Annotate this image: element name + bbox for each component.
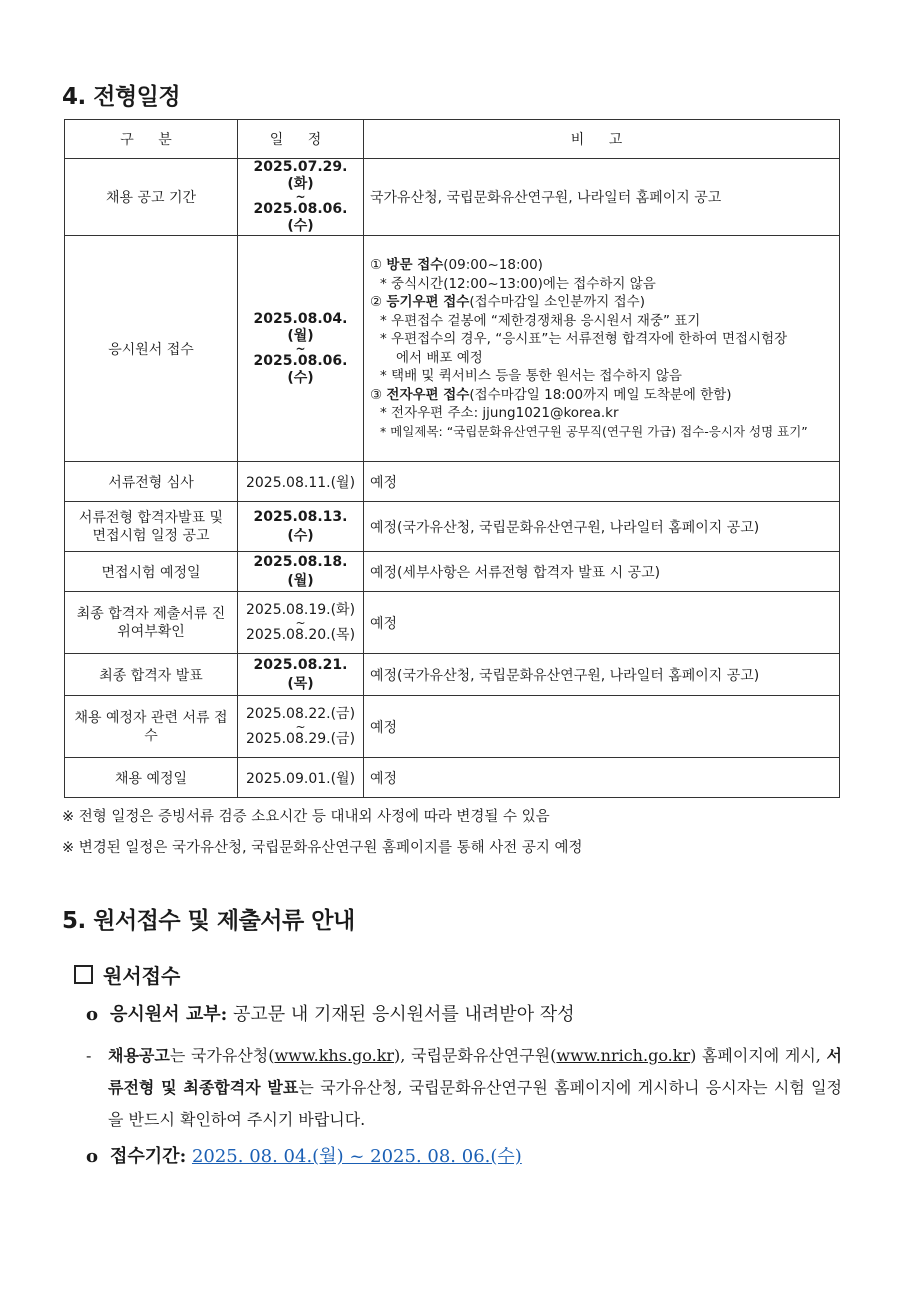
- note-line: 에서 배포 예정: [396, 349, 483, 366]
- table-row: [65, 236, 840, 462]
- row-category: 채용 예정일: [65, 758, 238, 798]
- schedule-table: [64, 119, 840, 798]
- row-category: 최종 합격자 제출서류 진위여부확인: [65, 592, 238, 654]
- row-note: 예정: [364, 696, 840, 758]
- bullet-application-form: [86, 1000, 575, 1026]
- nrich-link[interactable]: www.nrich.go.kr: [556, 1046, 691, 1065]
- note-line: ③ 전자우편 접수(접수마감일 18:00까지 메일 도착분에 한함): [370, 386, 732, 403]
- section-4-title: 4. 전형일정: [62, 84, 181, 110]
- row-date: 2025.08.13.(수): [238, 502, 364, 552]
- footnote: ※ 변경된 일정은 국가유산청, 국립문화유산연구원 홈페이지를 통해 사전 공지 예정: [62, 840, 583, 856]
- table-row: [65, 654, 840, 696]
- row-category: 응시원서 접수: [65, 236, 238, 462]
- khs-link[interactable]: www.khs.go.kr: [274, 1046, 395, 1065]
- bullet-reception-period: [86, 1142, 522, 1168]
- row-note: 국가유산청, 국립문화유산연구원, 나라일터 홈페이지 공고: [364, 159, 840, 236]
- row-category: 서류전형 합격자발표 및 면접시험 일정 공고: [65, 502, 238, 552]
- row-date: 2025.08.04.(월) ~ 2025.08.06.(수): [238, 236, 364, 462]
- row-category: 채용 공고 기간: [65, 159, 238, 236]
- table-row: [65, 552, 840, 592]
- bullet-label: 응시원서 교부:: [110, 1004, 228, 1025]
- row-category: 면접시험 예정일: [65, 552, 238, 592]
- row-note: 예정(국가유산청, 국립문화유산연구원, 나라일터 홈페이지 공고): [364, 654, 840, 696]
- note-line: * 메일제목: “국립문화유산연구원 공무직(연구원 가급) 접수-응시자 성명 표기”: [380, 423, 808, 439]
- row-date: 2025.08.18.(월): [238, 552, 364, 592]
- table-row: [65, 502, 840, 552]
- row-category: 최종 합격자 발표: [65, 654, 238, 696]
- note-line: * 택배 및 퀵서비스 등을 통한 원서는 접수하지 않음: [380, 368, 682, 384]
- table-row: [65, 159, 840, 236]
- row-note: 예정(국가유산청, 국립문화유산연구원, 나라일터 홈페이지 공고): [364, 502, 840, 552]
- row-date: 2025.08.11.(월): [238, 462, 364, 502]
- note-line: * 우편접수 겉봉에 “제한경쟁채용 응시원서 재중” 표기: [380, 312, 701, 329]
- row-date: 2025.08.21.(목): [238, 654, 364, 696]
- subsection-heading: 원서접수: [74, 960, 180, 989]
- checkbox-square-icon: [74, 965, 93, 984]
- note-line: ① 방문 접수(09:00~18:00): [370, 257, 543, 273]
- bullet-text: 공고문 내 기재된 응시원서를 내려받아 작성: [227, 1004, 575, 1025]
- row-note: 예정: [364, 758, 840, 798]
- note-line: * 중식시간(12:00~13:00)에는 접수하지 않음: [380, 275, 656, 292]
- row-note: 예정(세부사항은 서류전형 합격자 발표 시 공고): [364, 552, 840, 592]
- header-category: 구 분: [65, 120, 238, 159]
- table-row: [65, 758, 840, 798]
- row-date: 2025.07.29.(화) ~ 2025.08.06.(수): [238, 159, 364, 236]
- note-line: ② 등기우편 접수(접수마감일 소인분까지 접수): [370, 294, 645, 310]
- row-category: 채용 예정자 관련 서류 접수: [65, 696, 238, 758]
- header-schedule: 일 정: [238, 120, 364, 159]
- section-5-title: 5. 원서접수 및 제출서류 안내: [62, 908, 355, 934]
- table-row: [65, 696, 840, 758]
- bullet-marker: o: [86, 1004, 99, 1025]
- announcement-paragraph: - 채용공고는 국가유산청(www.khs.go.kr), 국립문화유산연구원(www.nrich.go.kr) 홈페이지에 게시, 서류전형 및 최종합격자 발표는 국가유산청, 국립문화유산연구원 홈페이지에 게시하니 응시자는 시험 일정을 반드시 확인하여 주시기 바랍니다.: [86, 1040, 842, 1136]
- row-date: 2025.09.01.(월): [238, 758, 364, 798]
- header-remarks: 비 고: [364, 120, 840, 159]
- note-line: * 전자우편 주소: jjung1021@korea.kr: [380, 405, 619, 421]
- bullet-marker: o: [86, 1146, 99, 1167]
- row-note-list: [364, 236, 840, 462]
- footnote: ※ 전형 일정은 증빙서류 검증 소요시간 등 대내외 사정에 따라 변경될 수 있음: [62, 809, 550, 825]
- row-category: 서류전형 심사: [65, 462, 238, 502]
- table-row: [65, 462, 840, 502]
- reception-period-value: 2025. 08. 04.(월) ~ 2025. 08. 06.(수): [191, 1146, 522, 1167]
- row-note: 예정: [364, 462, 840, 502]
- table-row: [65, 592, 840, 654]
- table-header-row: [65, 120, 840, 159]
- row-date: 2025.08.19.(화) ~ 2025.08.20.(목): [238, 592, 364, 654]
- row-note: 예정: [364, 592, 840, 654]
- bullet-label: 접수기간:: [110, 1146, 187, 1167]
- dash-marker: -: [86, 1046, 92, 1065]
- note-line: * 우편접수의 경우, “응시표”는 서류전형 합격자에 한하여 면접시험장: [380, 331, 788, 347]
- row-date: 2025.08.22.(금) ~ 2025.08.29.(금): [238, 696, 364, 758]
